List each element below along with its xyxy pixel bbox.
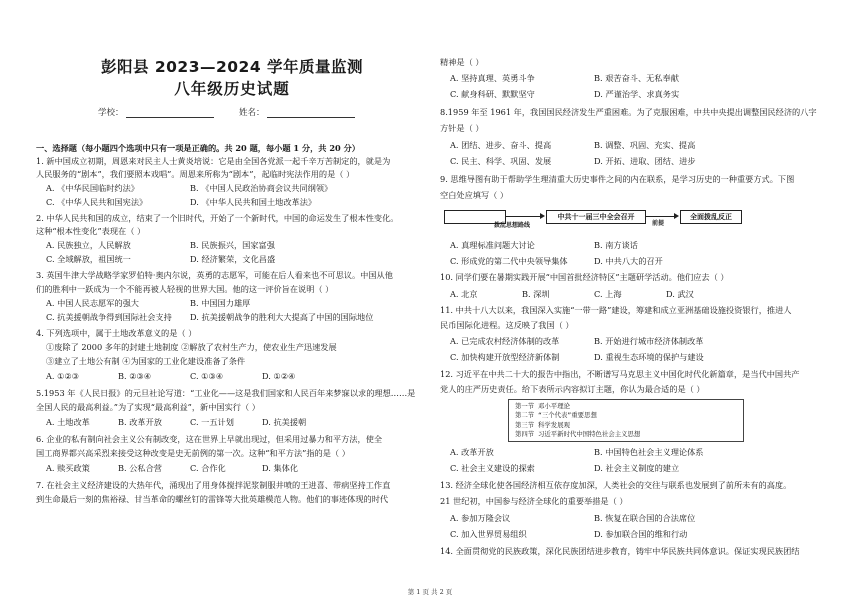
q12-option-c[interactable]: C. 社会主义建设的探索 bbox=[450, 463, 535, 473]
q11-option-c[interactable]: C. 加快构建开放型经济新体制 bbox=[450, 352, 560, 362]
q3-option-a[interactable]: A. 中国人民志愿军的强大 bbox=[46, 298, 139, 308]
mind-map-box-plenum: 中共十一届三中全会召开 bbox=[546, 210, 646, 224]
q12-outline-row-4: 第四节 习近平新时代中国特色社会主义思想 bbox=[515, 429, 641, 438]
mind-map-box-rectify: 全面拨乱反正 bbox=[680, 210, 742, 224]
section-heading: 一、选择题（每小题四个选项中只有一项是正确的。共 20 题，每小题 1 分，共 20 分） bbox=[36, 143, 360, 153]
question-13-line-1: 13. 经济全球化使各国经济相互依存度加深，人类社会的交往与联系也发展到了前所未有的高度。 bbox=[440, 480, 792, 490]
question-11-line-2: 民币国际化进程。这反映了我国（ ） bbox=[440, 320, 574, 330]
q5-option-a[interactable]: A. 土地改革 bbox=[46, 417, 90, 427]
question-2-line-1: 2. 中华人民共和国的成立，结束了一个旧时代，开始了一个新时代，中国的命运发生了根本性变化。 bbox=[36, 213, 399, 223]
q6-option-a[interactable]: A. 赎买政策 bbox=[46, 463, 90, 473]
mind-map-label-2: 前提 bbox=[652, 220, 665, 227]
q6-option-b[interactable]: B. 公私合营 bbox=[118, 463, 162, 473]
q2-option-b[interactable]: B. 民族振兴，国家富强 bbox=[190, 240, 275, 250]
q8-option-b[interactable]: B. 调整、巩固、充实、提高 bbox=[594, 140, 696, 150]
q8-option-c[interactable]: C. 民主、科学、巩固、发展 bbox=[450, 156, 552, 166]
question-13-line-2: 21 世纪初，中国参与经济全球化的重要举措是（ ） bbox=[440, 496, 628, 506]
q5-option-c[interactable]: C. 一五计划 bbox=[190, 417, 234, 427]
mind-map-arrowhead-1 bbox=[540, 213, 545, 219]
q6-option-d[interactable]: D. 集体化 bbox=[262, 463, 299, 473]
page-footer: 第 1 页 共 2 页 bbox=[407, 588, 453, 596]
question-12-line-2: 党人的庄严历史责任。给下表所示内容拟订主题，你认为最合适的是（ ） bbox=[440, 384, 705, 394]
q4-option-b[interactable]: B. ②③④ bbox=[118, 371, 152, 381]
q7-option-c[interactable]: C. 献身科研、默默坚守 bbox=[450, 89, 535, 99]
question-4-statement-1: ①废除了 2000 多年的封建土地制度 ②解放了农村生产力，使农业生产迅速发展 bbox=[46, 342, 337, 352]
name-label: 姓名： bbox=[239, 108, 265, 118]
q4-option-c[interactable]: C. ①③④ bbox=[190, 371, 224, 381]
q5-option-d[interactable]: D. 抗美援朝 bbox=[262, 417, 307, 427]
question-7-line-1: 7. 在社会主义经济建设的大热年代，涌现出了用身体搅拌泥浆制服井喷的王进喜、带病坚持工作直 bbox=[36, 480, 391, 490]
question-2-line-2: 这种“根本性变化”表现在（ ） bbox=[36, 226, 146, 236]
question-6-line-1: 6. 企业的私有制向社会主义公有制改变，这在世界上早就出现过，但采用过暴力和平方法，使全 bbox=[36, 434, 383, 444]
q10-option-c[interactable]: C. 上海 bbox=[594, 289, 622, 299]
q12-option-d[interactable]: D. 社会主义制度的建立 bbox=[594, 463, 680, 473]
question-9-line-1: 9. 思维导图有助于帮助学生理清重大历史事件之间的内在联系，是学习历史的一种重要方式。下图 bbox=[440, 174, 795, 184]
q7-option-d[interactable]: D. 严谨治学、求真务实 bbox=[594, 89, 680, 99]
mind-map-arrowhead-2 bbox=[674, 213, 679, 219]
q11-option-b[interactable]: B. 开始进行城市经济体制改革 bbox=[594, 336, 704, 346]
q12-option-b[interactable]: B. 中国特色社会主义理论体系 bbox=[594, 447, 704, 457]
q10-option-b[interactable]: B. 深圳 bbox=[522, 289, 550, 299]
q2-option-d[interactable]: D. 经济繁荣，文化昌盛 bbox=[190, 254, 276, 264]
q1-option-a[interactable]: A. 《中华民国临时约法》 bbox=[46, 183, 139, 193]
q7-option-b[interactable]: B. 艰苦奋斗、无私奉献 bbox=[594, 73, 679, 83]
q13-option-c[interactable]: C. 加入世界贸易组织 bbox=[450, 529, 527, 539]
mind-map-diagram bbox=[440, 210, 832, 232]
q3-option-d[interactable]: D. 抗美援朝战争的胜利大大提高了中国的国际地位 bbox=[190, 312, 374, 322]
q1-option-b[interactable]: B. 《中国人民政治协商会议共同纲领》 bbox=[190, 183, 333, 193]
q12-outline-row-1: 第一节 邓小平理论 bbox=[515, 402, 570, 410]
q10-option-a[interactable]: A. 北京 bbox=[450, 289, 478, 299]
question-8-line-2: 方针是（ ） bbox=[440, 123, 484, 133]
question-8-line-1: 8.1959 年至 1961 年，我国国民经济发生严重困难。为了克服困难，中共中央提出调整国民经济的八字 bbox=[440, 107, 817, 117]
q13-option-d[interactable]: D. 参加联合国的维和行动 bbox=[594, 529, 688, 539]
exam-title: 彭阳县 2023—2024 学年质量监测 bbox=[100, 58, 364, 76]
q7-option-a[interactable]: A. 坚持真理、英勇斗争 bbox=[450, 73, 535, 83]
question-12-line-1: 12. 习近平在中共二十大的报告中指出，不断谱写马克思主义中国化时代化新篇章，是当代中国共产 bbox=[440, 369, 800, 379]
mind-map-arrow-2 bbox=[646, 216, 676, 217]
mind-map-arrow-1 bbox=[506, 216, 542, 217]
q3-option-b[interactable]: B. 中国国力雄厚 bbox=[190, 298, 251, 308]
q4-option-a[interactable]: A. ①②③ bbox=[46, 371, 80, 381]
q12-outline-row-2: 第二节 “三个代表”重要思想 bbox=[515, 411, 597, 420]
question-9-line-2: 空白处应填写（ ） bbox=[440, 190, 509, 200]
q9-option-c[interactable]: C. 形成党的第二代中央领导集体 bbox=[450, 256, 568, 266]
question-4-statement-2: ③建立了土地公有制 ④为国家的工业化建设准备了条件 bbox=[46, 356, 246, 366]
q10-option-d[interactable]: D. 武汉 bbox=[666, 289, 694, 299]
q2-option-c[interactable]: C. 全域解放，祖国统一 bbox=[46, 254, 131, 264]
question-1-line-1: 1. 新中国成立初期，周恩来对民主人士黄炎培说：它是由全国各党派一起千辛万苦制定的，就是为 bbox=[36, 156, 391, 166]
q11-option-a[interactable]: A. 已完成农村经济体制的改革 bbox=[450, 336, 560, 346]
q9-option-b[interactable]: B. 南方谈话 bbox=[594, 240, 638, 250]
question-5-line-1: 5.1953 年《人民日报》的元旦社论写道：“工业化——这是我们国家和人民百年来梦寐以求的理想……是 bbox=[36, 388, 416, 398]
q11-option-d[interactable]: D. 重视生态环境的保护与建设 bbox=[594, 352, 704, 362]
question-7-line-3: 精神是（ ） bbox=[440, 57, 484, 67]
q12-option-a[interactable]: A. 改革开放 bbox=[450, 447, 494, 457]
question-3-line-2: 们的胜利中一跃成为一个不能再被人轻视的世界大国。他的这一评价旨在说明（ ） bbox=[36, 284, 334, 294]
q4-option-d[interactable]: D. ①②④ bbox=[262, 371, 296, 381]
question-4-line-1: 4. 下列选项中，属于土地改革意义的是（ ） bbox=[36, 328, 197, 338]
q2-option-a[interactable]: A. 民族独立，人民解放 bbox=[46, 240, 131, 250]
mind-map-label-1: 拨乱思想路线 bbox=[494, 222, 531, 229]
q13-option-a[interactable]: A. 参加万隆会议 bbox=[450, 513, 511, 523]
q13-option-b[interactable]: B. 恢复在联合国的合法席位 bbox=[594, 513, 696, 523]
question-10-line-1: 10. 同学们要在暑期实践开展“中国首批经济特区”主题研学活动。他们应去（ ） bbox=[440, 272, 729, 282]
q9-option-a[interactable]: A. 真理标准问题大讨论 bbox=[450, 240, 535, 250]
question-14-line-1: 14. 全面贯彻党的民族政策，深化民族团结进步教育，铸牢中华民族共同体意识。保证实现民族团结 bbox=[440, 546, 800, 556]
q1-option-c[interactable]: C. 《中华人民共和国宪法》 bbox=[46, 197, 148, 207]
q9-option-d[interactable]: D. 中共八大的召开 bbox=[594, 256, 663, 266]
q5-option-b[interactable]: B. 改革开放 bbox=[118, 417, 162, 427]
question-5-line-2: 全国人民的最高利益。”为了实现“最高利益”，新中国实行（ ） bbox=[36, 402, 260, 412]
exam-subtitle: 八年级历史试题 bbox=[174, 80, 290, 98]
q8-option-a[interactable]: A. 团结、进步、奋斗、提高 bbox=[450, 140, 552, 150]
school-label: 学校： bbox=[98, 108, 124, 118]
question-3-line-1: 3. 英国牛津大学战略学家罗伯特·奥内尔说，英勇的志愿军，可能在后人看来也不可思议。中国从他 bbox=[36, 270, 393, 280]
question-6-line-2: 国工商界都兴高采烈来接受这种改变是史无前例的第一次。这种“和平方法”指的是（ ） bbox=[36, 448, 350, 458]
q1-option-d[interactable]: D. 《中华人民共和国土地改革法》 bbox=[190, 197, 317, 207]
q12-outline-row-3: 第三节 科学发展观 bbox=[515, 420, 570, 429]
question-11-line-1: 11. 中共十八大以来，我国深入实施“一带一路”建设，筹建和成立亚洲基础设施投资银行，推进人 bbox=[440, 305, 792, 315]
q3-option-c[interactable]: C. 抗美援朝战争得到国际社会支持 bbox=[46, 312, 172, 322]
question-1-line-2: 人民服务的“剧本”，我们要照本戏唱”。周恩来所称为“剧本”，起临时宪法作用的是（ ） bbox=[36, 169, 355, 179]
question-7-line-2: 到生命最后一刻的焦裕禄、甘当革命的螺丝钉的雷锋等大批英雄模范人物。他们的事迹体现的时代 bbox=[36, 494, 389, 504]
q6-option-c[interactable]: C. 合作化 bbox=[190, 463, 226, 473]
q8-option-d[interactable]: D. 开拓、进取、团结、进步 bbox=[594, 156, 696, 166]
q12-outline-table bbox=[508, 399, 744, 442]
